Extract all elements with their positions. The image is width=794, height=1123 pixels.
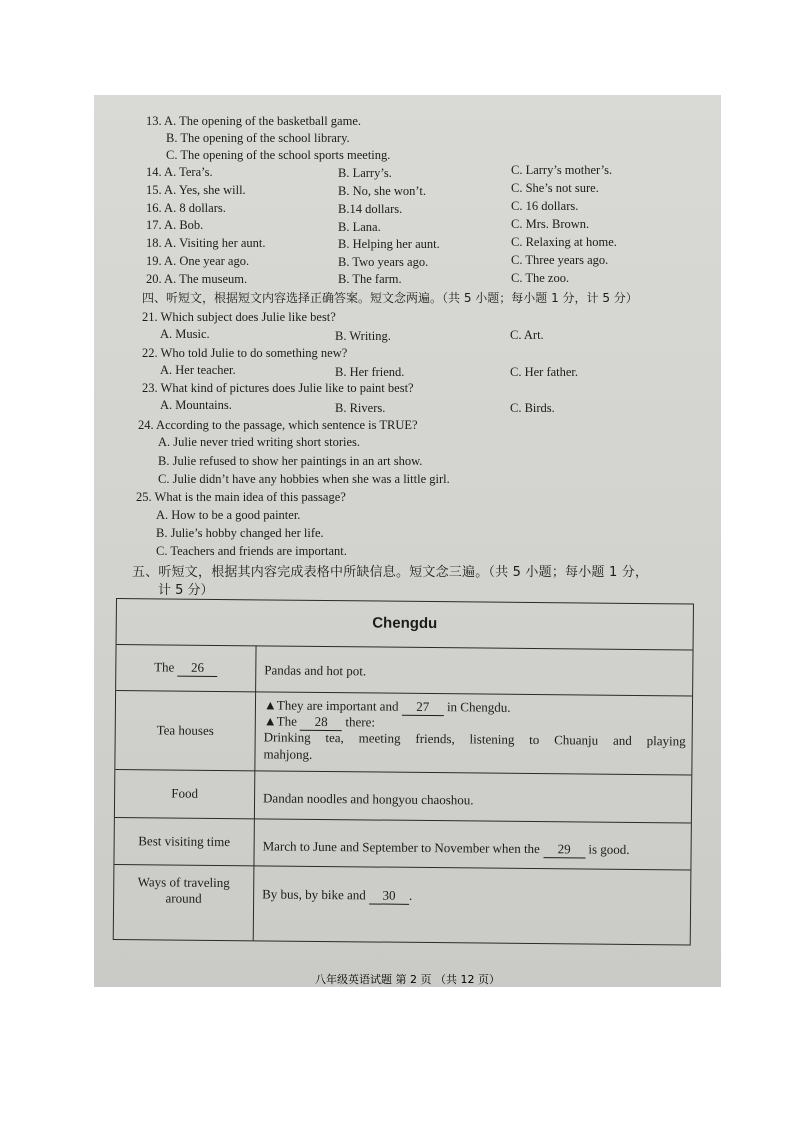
q22-option-c: C. Her father. [510,365,579,379]
tea-houses-line-4: mahjong. [263,746,313,762]
q22-option-b: B. Her friend. [335,365,405,379]
section-4-instructions: 四、听短文，根据短文内容选择正确答案。短文念两遍。（共 5 小题；每小题 1 分，计 5 分） [142,291,638,305]
row-26-label: The 26 [116,659,255,677]
q25-option-b: B. Julie’s hobby changed her life. [156,526,324,540]
q23-option-c: C. Birds. [510,401,555,415]
tea-houses-label: Tea houses [156,722,214,738]
q25-question: 25. What is the main idea of this passage? [136,490,346,504]
q24-option-c: C. Julie didn’t have any hobbies when she was a little girl. [158,472,450,486]
tea-houses-line-1: ▲They are important and 27 in Chengdu. [263,697,511,715]
section-5-instructions: 五、听短文，根据其内容完成表格中所缺信息。短文念三遍。（共 5 小题；每小题 1 分， [132,565,649,580]
ways-of-traveling-content: By bus, by bike and 30 . [262,886,413,903]
q25-option-c: C. Teachers and friends are important. [156,544,347,558]
q15-option-b: B. No, she won’t. [338,184,426,198]
q17-option-b: B. Lana. [338,220,381,234]
q14-option-b: B. Larry’s. [338,166,392,180]
q14-option-a: 14. A. Tera’s. [146,165,213,179]
blank-26: 26 [177,660,217,677]
best-visiting-time-content: March to June and September to November when the 29 is good. [262,838,630,857]
food-label: Food [171,785,199,801]
q19-option-c: C. Three years ago. [511,253,609,267]
q13-option-b: B. The opening of the school library. [166,131,350,145]
q18-option-c: C. Relaxing at home. [511,235,617,249]
best-visiting-time-label: Best visiting time [138,833,231,850]
ways-of-traveling-label: Ways of traveling around [137,874,230,906]
q24-option-b: B. Julie refused to show her paintings in an art show. [158,454,423,468]
blank-30: 30 [369,887,409,904]
scanned-page-photo [94,95,721,987]
q16-option-b: B.14 dollars. [338,202,403,216]
tea-houses-line-3: Drinking tea, meeting friends, listening to Chuanju and playing [263,729,686,749]
q16-option-c: C. 16 dollars. [511,199,579,213]
exam-paper [94,95,721,987]
q24-option-a: A. Julie never tried writing short stories. [158,435,361,449]
page-footer: 八年级英语试题 第 2 页 （共 12 页） [315,973,500,986]
q17-option-c: C. Mrs. Brown. [511,217,590,231]
q15-option-a: 15. A. Yes, she will. [146,183,246,197]
q21-option-a: A. Music. [160,327,210,341]
q16-option-a: 16. A. 8 dollars. [146,201,226,215]
tea-houses-line-2: ▲The 28 there: [263,713,376,730]
q13-option-c: C. The opening of the school sports meeting. [166,148,391,162]
q21-question: 21. Which subject does Julie like best? [142,310,336,324]
q20-option-a: 20. A. The museum. [146,272,248,286]
chengdu-info-table [113,598,694,946]
q21-option-c: C. Art. [510,328,544,342]
food-content: Dandan noodles and hongyou chaoshou. [263,790,474,808]
q19-option-a: 19. A. One year ago. [146,254,250,268]
q20-option-c: C. The zoo. [511,271,570,285]
q23-option-b: B. Rivers. [335,401,386,415]
q13-option-a: 13. A. The opening of the basketball game. [146,114,361,128]
row-26-content: Pandas and hot pot. [264,662,367,679]
q25-option-a: A. How to be a good painter. [156,508,301,522]
q24-question: 24. According to the passage, which sentence is TRUE? [138,418,418,432]
q18-option-b: B. Helping her aunt. [338,237,440,251]
section-5-instructions-cont: 计 5 分） [158,583,214,598]
q23-option-a: A. Mountains. [160,398,232,412]
q23-question: 23. What kind of pictures does Julie like to paint best? [142,381,414,395]
table-title: Chengdu [372,614,438,633]
q15-option-c: C. She’s not sure. [511,181,599,195]
q22-option-a: A. Her teacher. [160,363,236,377]
q21-option-b: B. Writing. [335,329,391,343]
blank-28: 28 [300,714,342,731]
q19-option-b: B. Two years ago. [338,255,429,269]
q20-option-b: B. The farm. [338,272,402,286]
q22-question: 22. Who told Julie to do something new? [142,346,348,360]
q18-option-a: 18. A. Visiting her aunt. [146,236,266,250]
blank-29: 29 [543,841,585,858]
q14-option-c: C. Larry’s mother’s. [511,163,613,177]
blank-27: 27 [402,699,444,716]
q17-option-a: 17. A. Bob. [146,218,204,232]
